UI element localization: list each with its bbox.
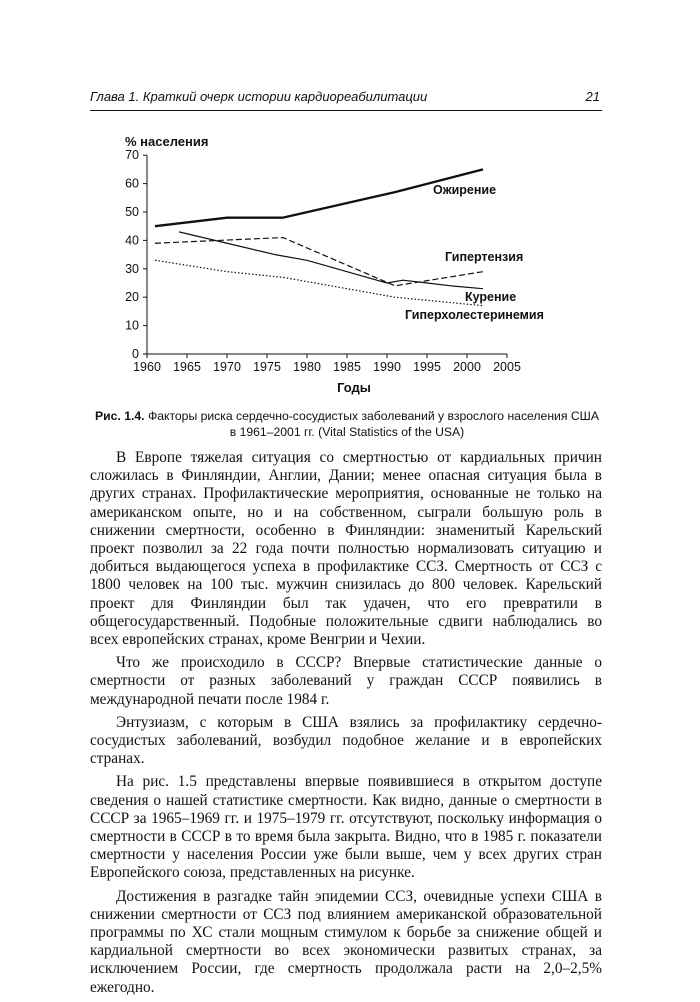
caption-text: Факторы риска сердечно-сосудистых заболеваний у взрослого населения США в 1961–2001 гг. (Vital Statistics of the USA)	[147, 409, 599, 439]
series-line-0	[155, 169, 483, 226]
y-tick-label: 20	[125, 290, 139, 305]
series-line-3	[155, 260, 483, 305]
y-axis-label: % населения	[125, 134, 209, 149]
y-tick-label: 50	[125, 205, 139, 219]
page-number: 21	[585, 89, 600, 104]
body-text	[90, 449, 602, 1002]
y-tick-label: 70	[125, 148, 139, 163]
x-axis-label: Годы	[337, 380, 371, 395]
series-label-3: Гиперхолестеринемия	[405, 308, 544, 322]
running-head: Глава 1. Краткий очерк истории кардиореабилитации	[90, 89, 428, 104]
paragraph: Достижения в разгадке тайн эпидемии ССЗ, очевидные успехи США в снижении смертности от ССЗ под влиянием американской образовательной программы по ХС стали мощным стимулом к борьбе за снижение общей и кардиальной смертности во всех экономически развитых странах, за исключением России, где смертность продолжала расти на 2,0–2,5% ежегодно.	[90, 887, 602, 996]
x-tick-label: 2000	[453, 360, 481, 374]
y-tick-label: 40	[125, 233, 139, 248]
y-tick-label: 10	[125, 318, 139, 333]
x-tick-label: 1995	[413, 360, 441, 374]
series-label-0: Ожирение	[433, 183, 497, 197]
series-label-1: Гипертензия	[445, 250, 524, 264]
y-tick-label: 30	[125, 261, 139, 276]
paragraph: Что же происходило в СССР? Впервые статистические данные о смертности от разных заболеваний у граждан СССР появились в международной печати после 1984 г.	[90, 654, 602, 708]
x-tick-label: 1965	[173, 360, 201, 374]
x-tick-label: 1985	[333, 360, 361, 374]
risk-factors-chart	[0, 0, 700, 410]
series-line-1	[155, 238, 483, 286]
x-tick-label: 1960	[133, 360, 161, 374]
paragraph: Энтузиазм, с которым в США взялись за профилактику сердечно-сосудистых заболеваний, возбудил подобное желание и в европейских странах.	[90, 713, 602, 768]
x-tick-label: 1990	[373, 360, 401, 374]
x-tick-label: 1975	[253, 360, 281, 374]
paragraph: На рис. 1.5 представлены впервые появившиеся в открытом доступе сведения о нашей статистике смертности. Как видно, данные о смертности в СССР за 1965–1969 гг. и 1975–1979 гг. отсутствуют, поскольку информация о смертности в СССР в то время была закрыта. Видно, что в 1985 г. показатели смертности у населения России уже были выше, чем у всех других стран Европейского союза, представленных на рисунке.	[90, 773, 602, 882]
series-label-2: Курение	[465, 290, 517, 304]
y-tick-label: 60	[125, 176, 139, 191]
x-tick-label: 1970	[213, 360, 241, 374]
series-line-2	[179, 232, 483, 289]
y-tick-label: 0	[132, 347, 139, 361]
x-tick-label: 1980	[293, 360, 321, 374]
figure-caption	[93, 408, 601, 440]
caption-label: Рис. 1.4.	[95, 409, 145, 423]
x-tick-label: 2005	[493, 360, 521, 374]
paragraph: В Европе тяжелая ситуация со смертностью от кардиальных причин сложилась в Финляндии, Англии, Дании; менее опасная ситуация была в других странах. Профилактические мероприятия, основанные не только на американском опыте, но и на собственном, сыграли большую роль в снижении смертности, особенно в Финляндии: знаменитый Карельский проект позволил за 22 года почти полностью нормализовать ситуацию и добиться выдающегося успеха в профилактике ССЗ. Смертность от ССЗ с 1800 человек на 100 тыс. мужчин снизилась до 800 человек. Карельский проект для Финляндии был так удачен, что его превратили в общегосударственный. Подобные положительные сдвиги наблюдались во всех европейских странах, кроме Венгрии и Чехии.	[90, 449, 602, 649]
